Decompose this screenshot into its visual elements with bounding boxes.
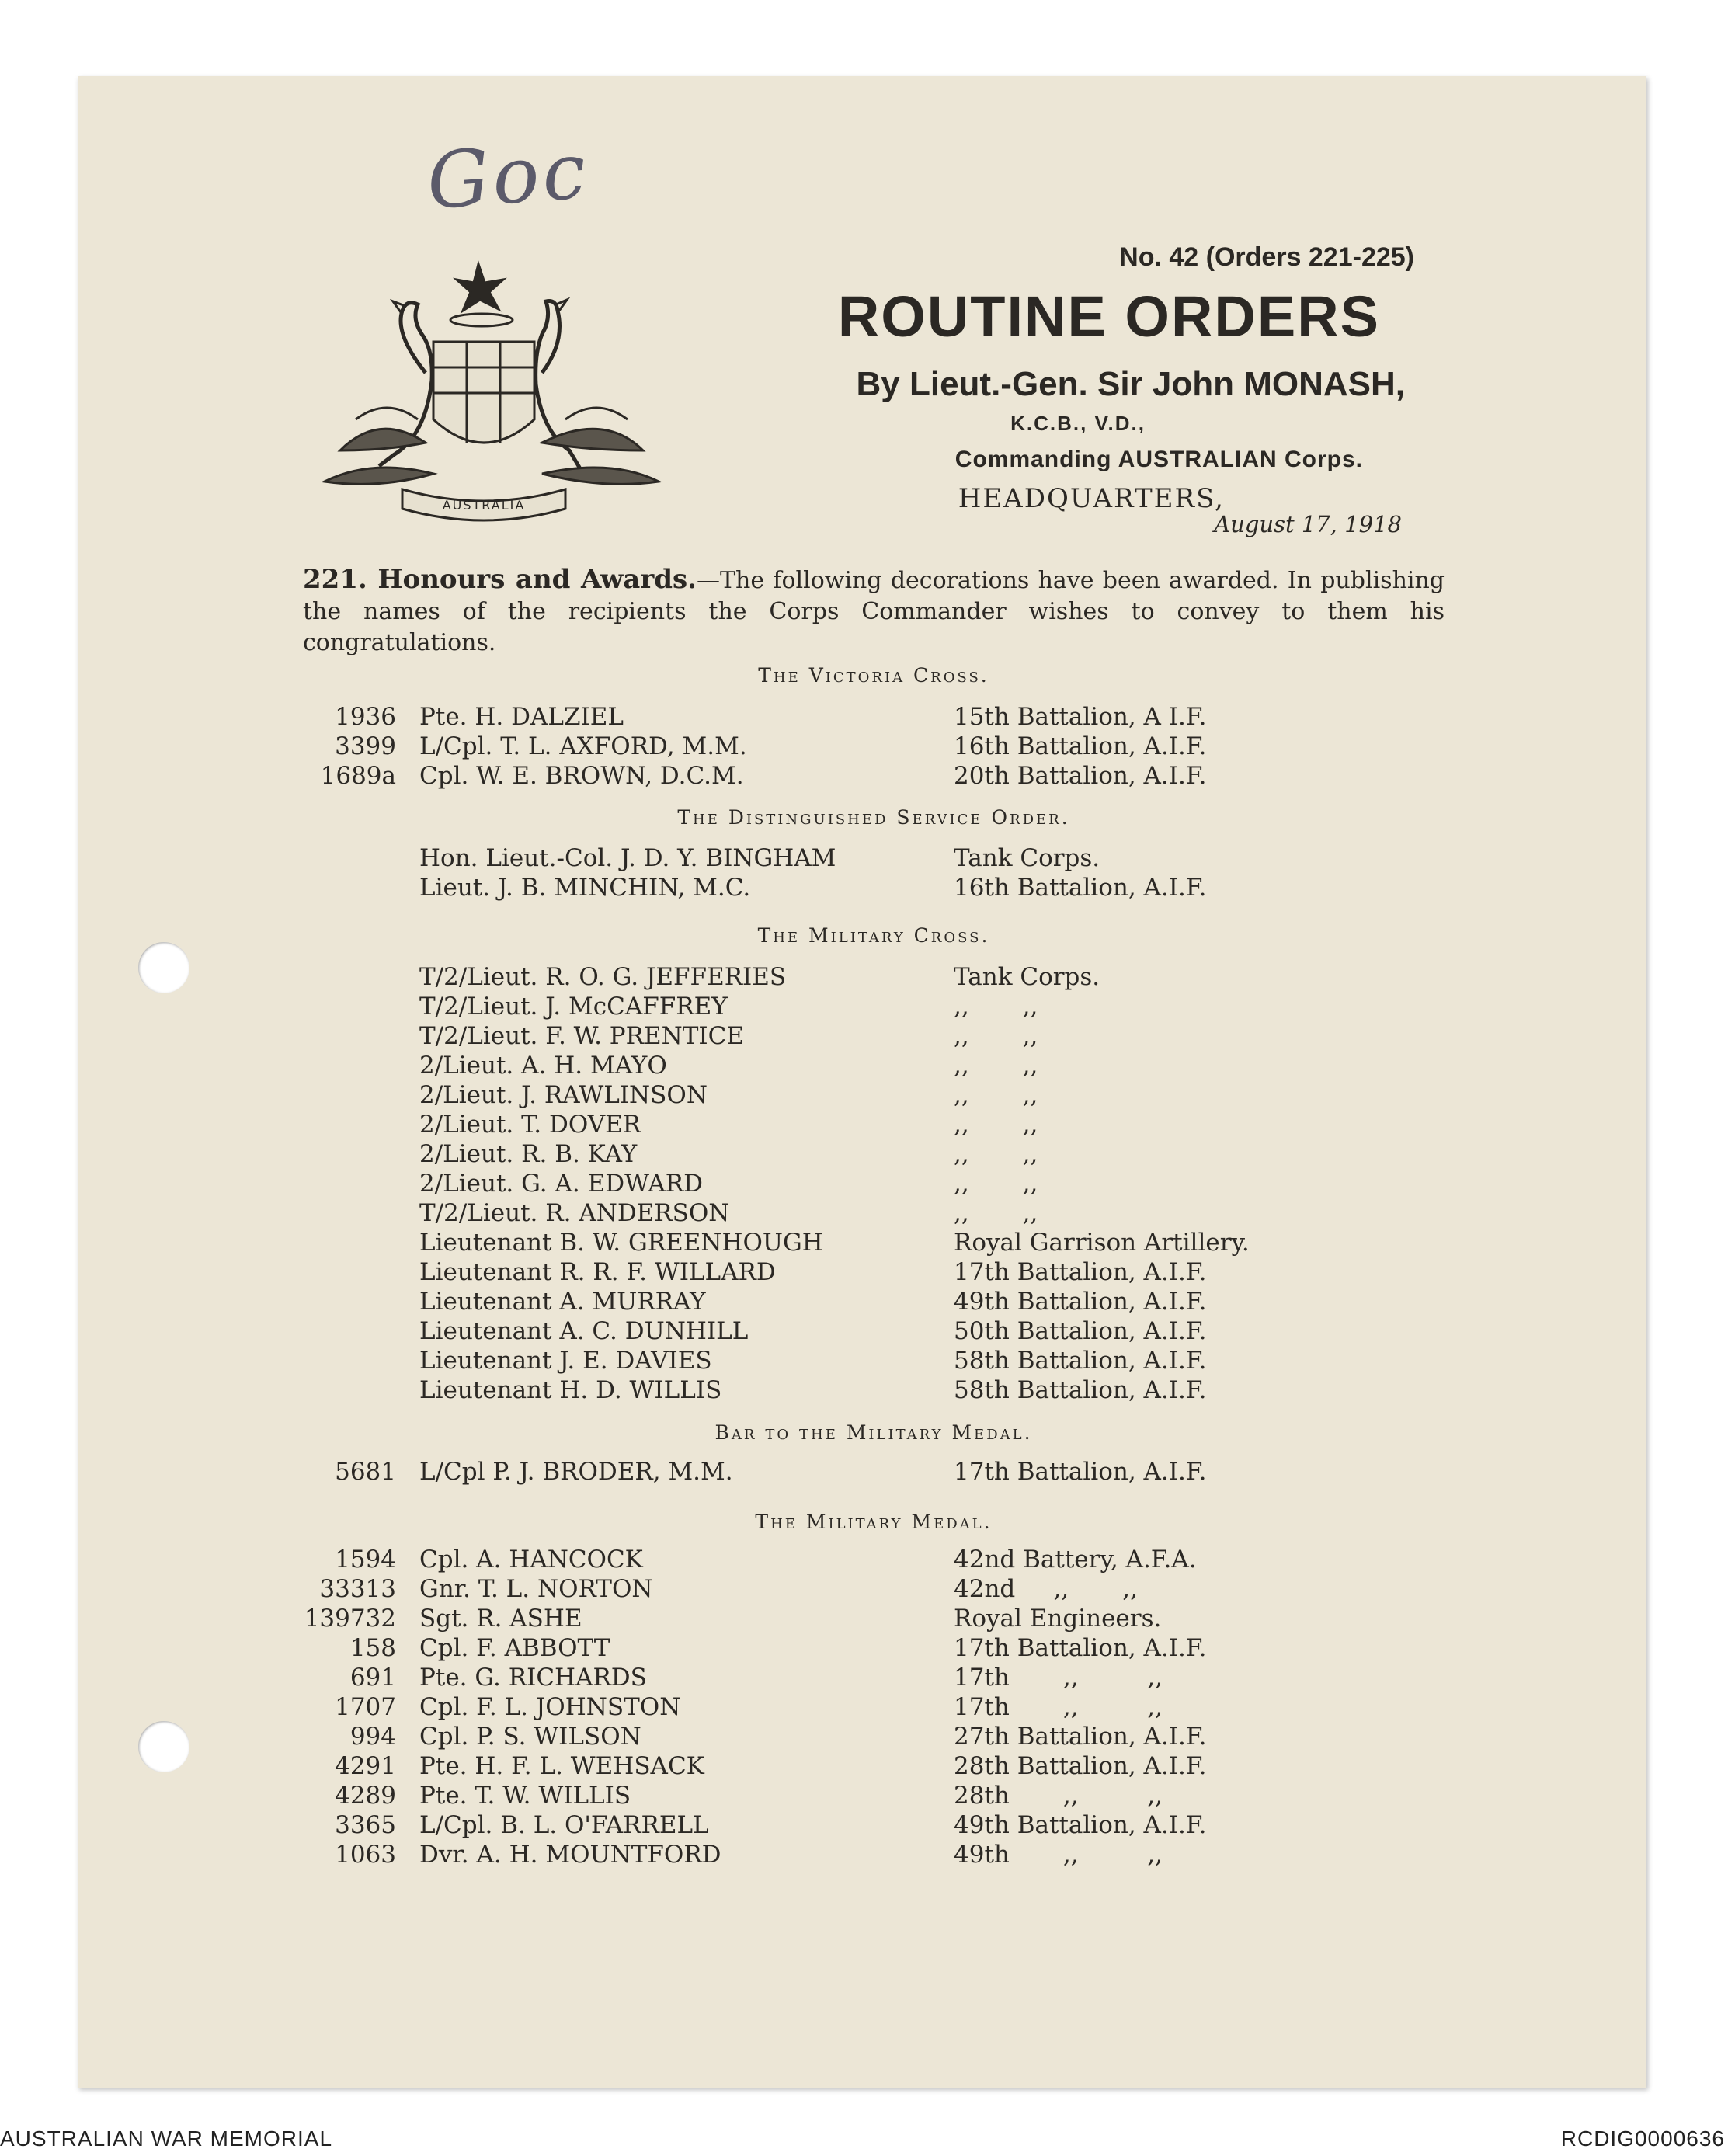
award-row (0, 1605, 1728, 1634)
award-row (0, 1693, 1728, 1723)
recipient-name: L/Cpl P. J. BRODER, M.M. (419, 1458, 733, 1486)
order-title: Honours and Awards. (377, 564, 697, 595)
section-heading: The Military Cross. (757, 924, 990, 947)
service-number: 1063 (335, 1841, 396, 1869)
service-number: 139732 (304, 1605, 396, 1633)
recipient-unit: ,, ,, (954, 1199, 1038, 1227)
award-row (0, 993, 1728, 1022)
recipient-name: Sgt. R. ASHE (419, 1605, 582, 1633)
service-number: 4289 (335, 1782, 396, 1810)
recipient-name: Lieutenant A. MURRAY (419, 1288, 706, 1316)
footer-right: RCDIG0000636 (1560, 2126, 1725, 2151)
recipient-name: Lieutenant B. W. GREENHOUGH (419, 1229, 823, 1257)
award-row (0, 1140, 1728, 1170)
recipient-unit: Royal Garrison Artillery. (954, 1229, 1250, 1257)
recipient-name: Pte. T. W. WILLIS (419, 1782, 631, 1810)
recipient-unit: 42nd Battery, A.F.A. (954, 1546, 1197, 1574)
recipient-unit: 15th Battalion, A I.F. (954, 703, 1207, 731)
recipient-name: T/2/Lieut. F. W. PRENTICE (419, 1022, 745, 1050)
service-number: 1707 (335, 1693, 396, 1721)
recipient-name: 2/Lieut. G. A. EDWARD (419, 1170, 703, 1198)
award-row (0, 1081, 1728, 1111)
recipient-unit: 42nd ,, ,, (954, 1575, 1138, 1603)
award-row (0, 1376, 1728, 1406)
section-heading: The Military Medal. (755, 1511, 993, 1533)
award-row (0, 1111, 1728, 1140)
recipient-unit: ,, ,, (954, 1022, 1038, 1050)
recipient-unit: ,, ,, (954, 1081, 1038, 1109)
recipient-name: Pte. H. DALZIEL (419, 703, 624, 731)
recipient-name: L/Cpl. B. L. O'FARRELL (419, 1811, 709, 1839)
recipient-unit: ,, ,, (954, 1111, 1038, 1139)
recipient-name: Pte. H. F. L. WEHSACK (419, 1752, 704, 1780)
recipient-name: Pte. G. RICHARDS (419, 1664, 647, 1692)
recipient-unit: 20th Battalion, A.I.F. (954, 762, 1207, 790)
award-row (0, 1288, 1728, 1317)
service-number: 5681 (335, 1458, 396, 1486)
recipient-unit: Tank Corps. (954, 844, 1100, 872)
service-number: 33313 (319, 1575, 396, 1603)
award-row (0, 1229, 1728, 1258)
award-row (0, 762, 1728, 791)
crest-banner-text: AUSTRALIA (442, 498, 526, 513)
award-row (0, 1752, 1728, 1782)
recipient-name: Lieutenant A. C. DUNHILL (419, 1317, 749, 1345)
service-number: 1936 (335, 703, 396, 731)
recipient-name: Cpl. P. S. WILSON (419, 1723, 641, 1751)
order-label (303, 564, 697, 595)
recipient-name: 2/Lieut. R. B. KAY (419, 1140, 638, 1168)
document-title: ROUTINE ORDERS (837, 284, 1380, 349)
award-row (0, 1723, 1728, 1752)
award-row (0, 1782, 1728, 1811)
recipient-name: Lieutenant R. R. F. WILLARD (419, 1258, 776, 1286)
recipient-name: L/Cpl. T. L. AXFORD, M.M. (419, 732, 747, 760)
award-row (0, 1258, 1728, 1288)
recipient-name: Cpl. A. HANCOCK (419, 1546, 643, 1574)
recipient-name: 2/Lieut. T. DOVER (419, 1111, 641, 1139)
footer-left: AUSTRALIAN WAR MEMORIAL (0, 2126, 333, 2151)
recipient-unit: 17th Battalion, A.I.F. (954, 1258, 1207, 1286)
issued-by: By Lieut.-Gen. Sir John MONASH, (856, 365, 1405, 403)
order-num: 221. (303, 564, 367, 595)
recipient-name: 2/Lieut. J. RAWLINSON (419, 1081, 708, 1109)
location: HEADQUARTERS, (958, 483, 1225, 514)
award-row (0, 703, 1728, 732)
award-row (0, 1458, 1728, 1487)
service-number: 994 (349, 1723, 396, 1751)
command-line: Commanding AUSTRALIAN Corps. (954, 447, 1363, 472)
recipient-name: 2/Lieut. A. H. MAYO (419, 1052, 667, 1080)
recipient-name: Lieut. J. B. MINCHIN, M.C. (419, 874, 751, 902)
award-row (0, 1170, 1728, 1199)
award-row (0, 1347, 1728, 1376)
recipient-name: Dvr. A. H. MOUNTFORD (419, 1841, 721, 1869)
recipient-unit: 49th Battalion, A.I.F. (954, 1288, 1207, 1316)
recipient-name: Lieutenant J. E. DAVIES (419, 1347, 712, 1375)
award-row (0, 1199, 1728, 1229)
recipient-unit: ,, ,, (954, 993, 1038, 1021)
service-number: 3399 (335, 732, 396, 760)
recipient-unit: 49th ,, ,, (954, 1841, 1163, 1869)
recipient-name: T/2/Lieut. J. McCAFFREY (419, 993, 728, 1021)
recipient-unit: 58th Battalion, A.I.F. (954, 1376, 1207, 1404)
recipient-unit: Royal Engineers. (954, 1605, 1162, 1633)
recipient-unit: 16th Battalion, A.I.F. (954, 732, 1207, 760)
recipient-name: Cpl. W. E. BROWN, D.C.M. (419, 762, 744, 790)
award-row (0, 1546, 1728, 1575)
recipient-unit: ,, ,, (954, 1170, 1038, 1198)
recipient-name: Cpl. F. ABBOTT (419, 1634, 610, 1662)
recipient-name: Lieutenant H. D. WILLIS (419, 1376, 722, 1404)
recipient-unit: ,, ,, (954, 1052, 1038, 1080)
award-row (0, 1811, 1728, 1841)
award-row (0, 1317, 1728, 1347)
order-text: —The following decorations have been awarded. In publishing the names of the recipients the Corps Commander wishes to convey to them his congratulations. (303, 567, 1445, 656)
award-row (0, 1841, 1728, 1870)
recipient-unit: 17th ,, ,, (954, 1664, 1163, 1692)
service-number: 3365 (335, 1811, 396, 1839)
issue-date: August 17, 1918 (1214, 511, 1402, 537)
award-row (0, 1575, 1728, 1605)
recipient-unit: 58th Battalion, A.I.F. (954, 1347, 1207, 1375)
section-heading: The Victoria Cross. (758, 664, 989, 687)
recipient-name: Hon. Lieut.-Col. J. D. Y. BINGHAM (419, 844, 836, 872)
service-number: 1594 (335, 1546, 396, 1574)
recipient-name: T/2/Lieut. R. ANDERSON (419, 1199, 730, 1227)
recipient-unit: 17th Battalion, A.I.F. (954, 1458, 1207, 1486)
service-number: 691 (349, 1664, 396, 1692)
postnominals: K.C.B., V.D., (1010, 412, 1146, 435)
award-row (0, 732, 1728, 762)
recipient-unit: 50th Battalion, A.I.F. (954, 1317, 1207, 1345)
recipient-name: Cpl. F. L. JOHNSTON (419, 1693, 681, 1721)
award-row (0, 1022, 1728, 1052)
section-heading: The Distinguished Service Order. (677, 806, 1070, 829)
service-number: 1689a (320, 762, 396, 790)
order-intro (303, 564, 1445, 659)
award-row (0, 1634, 1728, 1664)
recipient-name: T/2/Lieut. R. O. G. JEFFERIES (419, 963, 787, 991)
recipient-unit: 28th Battalion, A.I.F. (954, 1752, 1207, 1780)
recipient-unit: 17th Battalion, A.I.F. (954, 1634, 1207, 1662)
recipient-unit: 16th Battalion, A.I.F. (954, 874, 1207, 902)
recipient-unit: 49th Battalion, A.I.F. (954, 1811, 1207, 1839)
recipient-unit: Tank Corps. (954, 963, 1100, 991)
recipient-name: Gnr. T. L. NORTON (419, 1575, 653, 1603)
award-row (0, 1664, 1728, 1693)
recipient-unit: ,, ,, (954, 1140, 1038, 1168)
award-row (0, 1052, 1728, 1081)
service-number: 4291 (335, 1752, 396, 1780)
award-row (0, 844, 1728, 874)
recipient-unit: 17th ,, ,, (954, 1693, 1163, 1721)
australian-coat-of-arms-icon (309, 256, 674, 528)
section-heading: Bar to the Military Medal. (714, 1421, 1033, 1444)
order-number: No. 42 (Orders 221-225) (1119, 242, 1414, 272)
award-row (0, 874, 1728, 903)
handwritten-note: Goc (424, 124, 592, 228)
award-row (0, 963, 1728, 993)
service-number: 158 (349, 1634, 396, 1662)
recipient-unit: 28th ,, ,, (954, 1782, 1163, 1810)
recipient-unit: 27th Battalion, A.I.F. (954, 1723, 1207, 1751)
